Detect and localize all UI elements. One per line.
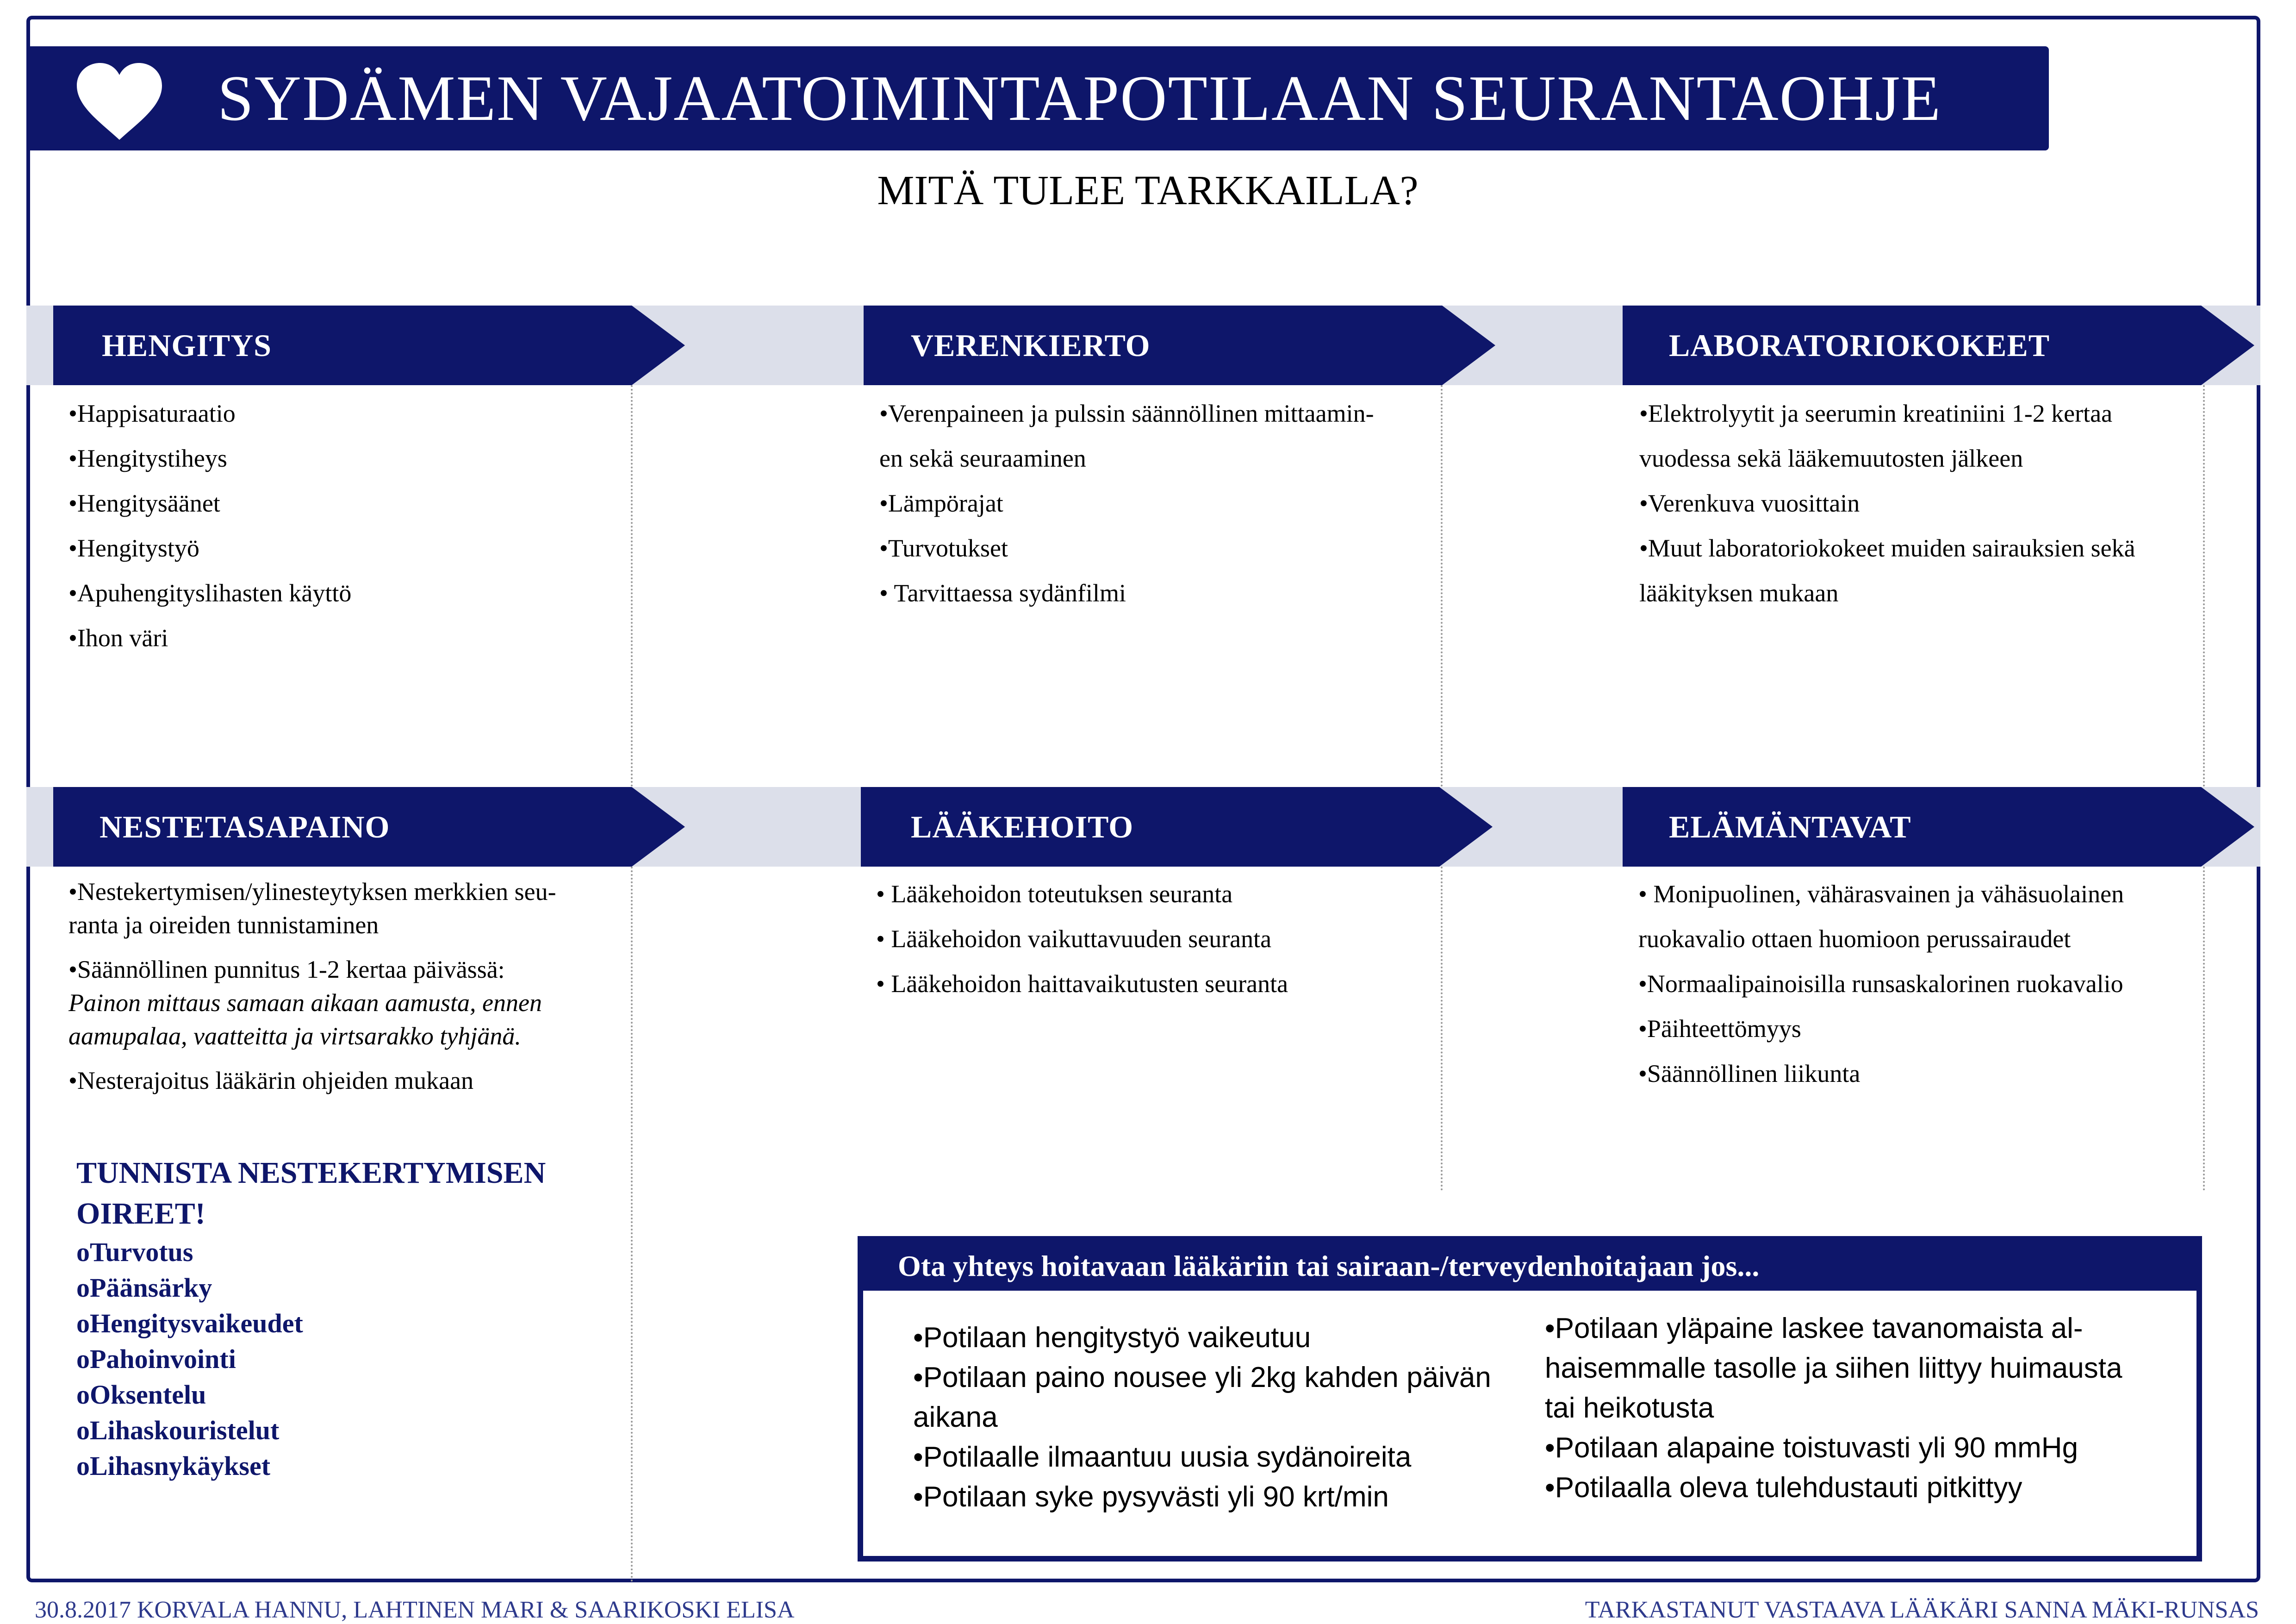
section-header-hengitys — [53, 306, 685, 385]
list-nestetasapaino — [68, 875, 556, 1097]
list-item: •Päihteettömyys — [1638, 1015, 1801, 1043]
list-item: •Lämpörajat — [879, 489, 1003, 517]
contact-item: •Potilaalle ilmaantuu uusia sydänoireita — [913, 1441, 1412, 1473]
contact-list-left — [913, 1318, 1491, 1517]
list-item-note: Painon mittaus samaan aikaan aamusta, ennen — [68, 989, 542, 1017]
column-divider — [631, 385, 633, 787]
heart-icon — [73, 60, 166, 144]
section-header-laakehoito — [861, 787, 1493, 867]
list-laakehoito — [876, 872, 1288, 1006]
symptom-heading: TUNNISTA NESTEKERTYMISEN — [76, 1156, 546, 1190]
symptom-item: oLihaskouristelut — [76, 1415, 280, 1445]
list-item: •Verenkuva vuosittain — [1639, 489, 1860, 517]
list-item: ruokavalio ottaen huomioon perussairaudet — [1638, 925, 2071, 953]
contact-item: •Potilaalla oleva tulehdustauti pitkittyy — [1545, 1472, 2022, 1504]
list-item: en sekä seuraaminen — [879, 444, 1086, 472]
list-item: •Hengitysäänet — [68, 489, 220, 517]
footer-authors: 30.8.2017 KORVALA HANNU, LAHTINEN MARI & SAARIKOSKI ELISA — [35, 1597, 795, 1623]
list-verenkierto — [879, 391, 1374, 616]
list-item: • Tarvittaessa sydänfilmi — [879, 579, 1126, 607]
section-title: VERENKIERTO — [911, 328, 1151, 363]
symptom-item: oPahoinvointi — [76, 1344, 236, 1374]
list-item: •Säännöllinen liikunta — [1638, 1060, 1860, 1087]
footer-reviewer: TARKASTANUT VASTAAVA LÄÄKÄRI SANNA MÄKI-RUNSAS — [1585, 1597, 2259, 1623]
section-header-verenkierto — [864, 306, 1495, 385]
section-title: HENGITYS — [102, 328, 272, 363]
symptom-heading: OIREET! — [76, 1197, 205, 1230]
list-item: • Monipuolinen, vähärasvainen ja vähäsuolainen — [1638, 880, 2124, 908]
list-item: • Lääkehoidon haittavaikutusten seuranta — [876, 970, 1288, 998]
contact-header: Ota yhteys hoitavaan lääkäriin tai sairaan-/terveydenhoitajaan jos... — [863, 1242, 2196, 1291]
column-divider — [1441, 867, 1443, 1191]
section-header-laboratoriokokeet — [1623, 306, 2254, 385]
list-item: •Happisaturaatio — [68, 400, 236, 427]
symptom-item: oLihasnykäykset — [76, 1451, 271, 1481]
contact-item: •Potilaan syke pysyvästi yli 90 krt/min — [913, 1481, 1389, 1513]
symptom-warning — [76, 1153, 546, 1484]
column-divider — [2203, 385, 2205, 787]
list-item: •Muut laboratoriokokeet muiden sairauksien sekä — [1639, 534, 2135, 562]
section-header-nestetasapaino — [53, 787, 685, 867]
section-header-elamantavat — [1623, 787, 2254, 867]
symptom-item: oPäänsärky — [76, 1273, 212, 1303]
list-hengitys — [68, 391, 351, 661]
list-item: •Nestekertymisen/ylinesteytyksen merkkien seu- — [68, 878, 556, 906]
list-item: •Normaalipainoisilla runsaskalorinen ruokavalio — [1638, 970, 2123, 998]
list-item: •Nesterajoitus lääkärin ohjeiden mukaan — [68, 1067, 474, 1094]
symptom-item: oOksentelu — [76, 1380, 206, 1410]
section-title: ELÄMÄNTAVAT — [1669, 809, 1911, 844]
contact-item: •Potilaan alapaine toistuvasti yli 90 mmHg — [1545, 1432, 2078, 1464]
list-item: •Säännöllinen punnitus 1-2 kertaa päivässä: — [68, 956, 505, 983]
list-item: •Verenpaineen ja pulssin säännöllinen mittaamin- — [879, 400, 1374, 427]
list-item: •Elektrolyytit ja seerumin kreatiniini 1-2 kertaa — [1639, 400, 2113, 427]
column-divider — [1441, 385, 1443, 787]
contact-item: tai heikotusta — [1545, 1392, 1714, 1424]
list-item: •Turvotukset — [879, 534, 1008, 562]
list-item: ranta ja oireiden tunnistaminen — [68, 911, 379, 939]
section-title: NESTETASAPAINO — [100, 809, 390, 844]
column-divider — [2203, 867, 2205, 1191]
list-item: •Hengitystyö — [68, 534, 199, 562]
list-item: •Hengitystiheys — [68, 444, 227, 472]
column-divider — [631, 867, 633, 1582]
list-laboratoriokokeet — [1639, 391, 2135, 616]
contact-box — [858, 1236, 2202, 1562]
list-item-note: aamupalaa, vaatteitta ja virtsarakko tyhjänä. — [68, 1022, 521, 1050]
symptom-item: oTurvotus — [76, 1237, 193, 1267]
list-item: • Lääkehoidon vaikuttavuuden seuranta — [876, 925, 1272, 953]
symptom-item: oHengitysvaikeudet — [76, 1308, 303, 1338]
list-item: • Lääkehoidon toteutuksen seuranta — [876, 880, 1233, 908]
contact-item: haisemmalle tasolle ja siihen liittyy huimausta — [1545, 1352, 2122, 1384]
section-title: LÄÄKEHOITO — [911, 809, 1134, 844]
contact-item: aikana — [913, 1401, 998, 1433]
list-item: •Apuhengityslihasten käyttö — [68, 579, 352, 607]
contact-item: •Potilaan hengitystyö vaikeutuu — [913, 1322, 1311, 1354]
list-elamantavat — [1638, 872, 2124, 1096]
contact-list-right — [1545, 1309, 2122, 1508]
contact-item: •Potilaan yläpaine laskee tavanomaista al- — [1545, 1312, 2083, 1344]
list-item: lääkityksen mukaan — [1639, 579, 1839, 607]
section-title: LABORATORIOKOKEET — [1669, 328, 2050, 363]
list-item: •Ihon väri — [68, 624, 168, 652]
list-item: vuodessa sekä lääkemuutosten jälkeen — [1639, 444, 2023, 472]
page-title: SYDÄMEN VAJAATOIMINTAPOTILAAN SEURANTAOHJE — [218, 62, 1942, 134]
contact-item: •Potilaan paino nousee yli 2kg kahden päivän — [913, 1362, 1491, 1393]
page-subtitle: MITÄ TULEE TARKKAILLA? — [877, 168, 1419, 213]
